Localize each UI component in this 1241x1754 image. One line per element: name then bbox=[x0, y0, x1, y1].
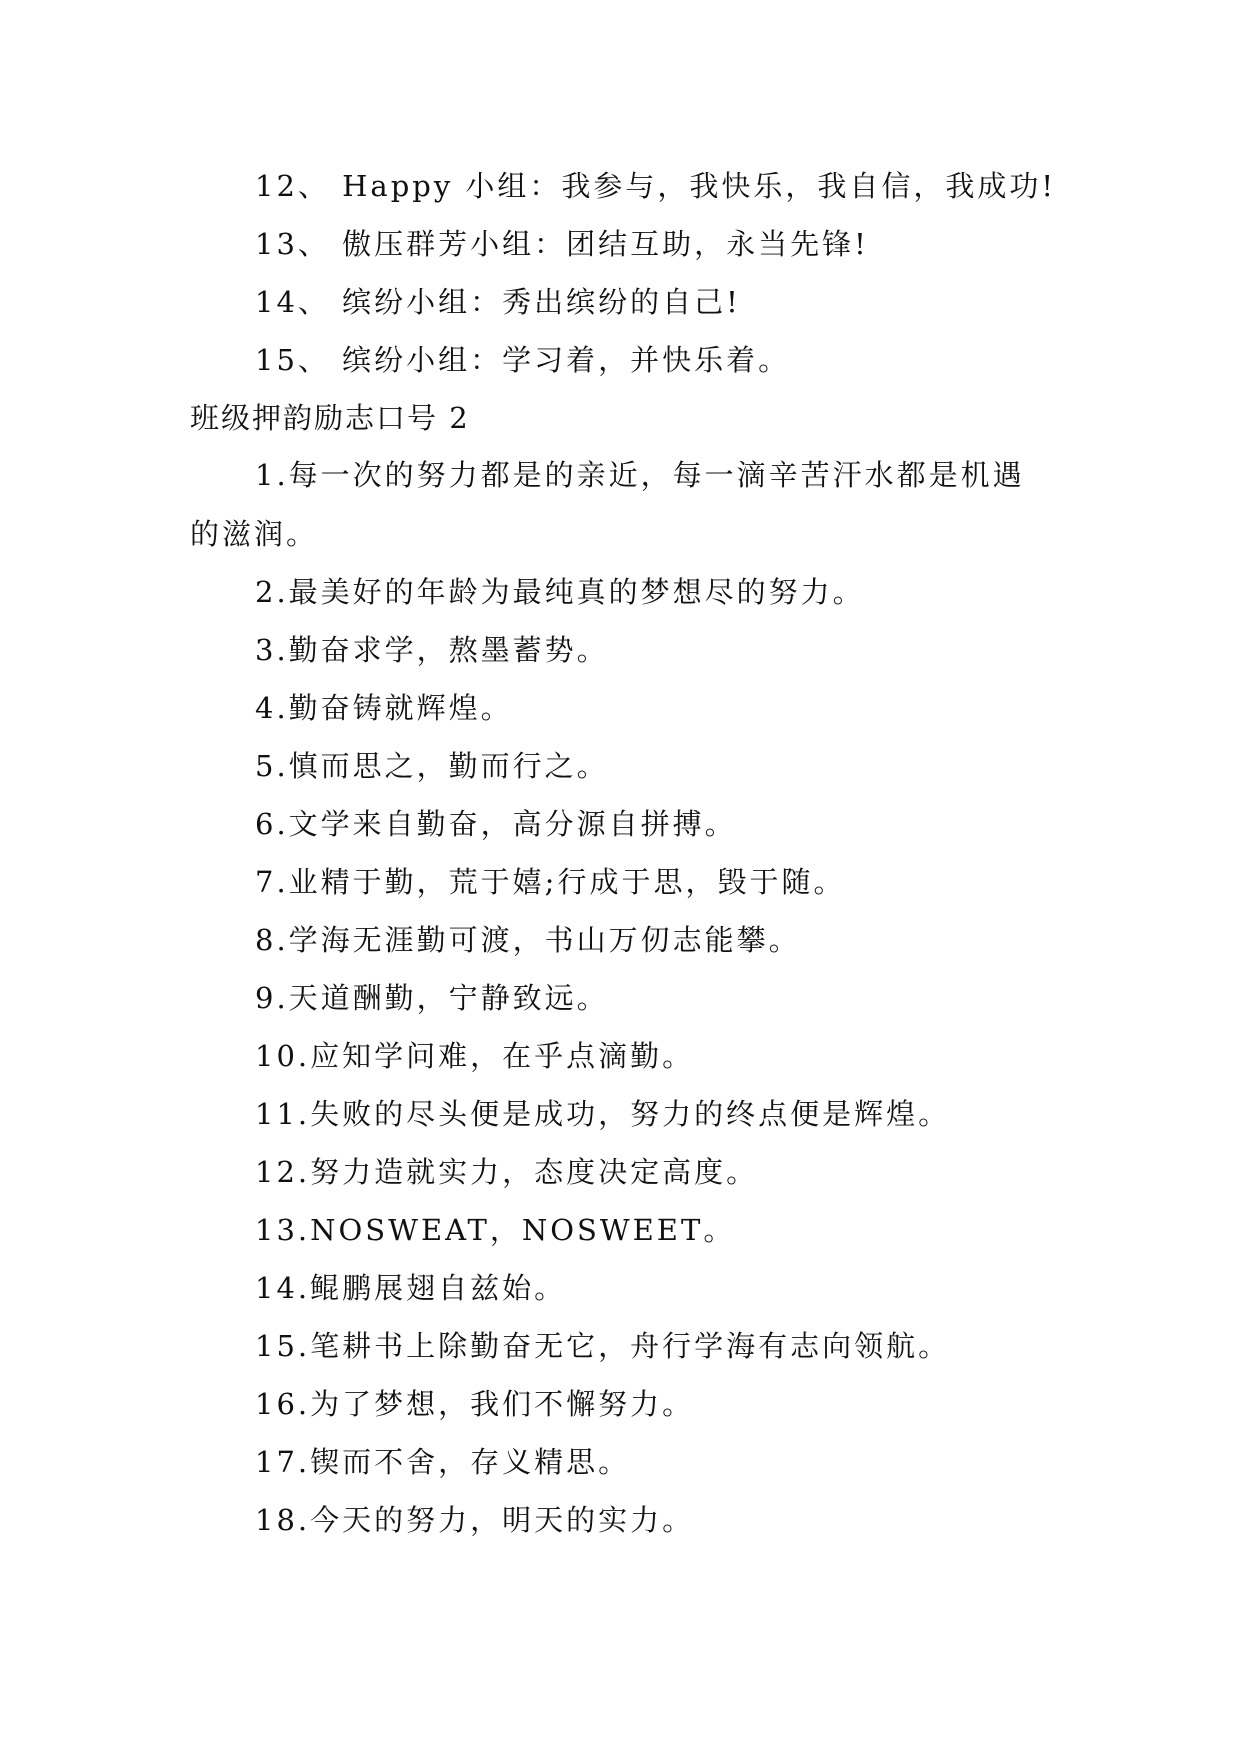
list-item: 4.勤奋铸就辉煌。 bbox=[255, 691, 513, 725]
list-item bbox=[255, 342, 790, 378]
list-item: 7.业精于勤，荒于嬉;行成于思，毁于随。 bbox=[255, 865, 846, 899]
list-item: 5.慎而思之，勤而行之。 bbox=[255, 749, 609, 783]
list-item: 18.今天的努力，明天的实力。 bbox=[255, 1503, 695, 1537]
list-item: 8.学海无涯勤可渡，书山万仞志能攀。 bbox=[255, 923, 801, 957]
item-text: Happy 小组：我参与，我快乐，我自信，我成功! bbox=[329, 169, 1057, 203]
list-item bbox=[255, 226, 869, 262]
list-item: 3.勤奋求学，熬墨蓄势。 bbox=[255, 633, 609, 667]
list-item: 14.鲲鹏展翅自兹始。 bbox=[255, 1271, 567, 1305]
list-item: 12.努力造就实力，态度决定高度。 bbox=[255, 1155, 759, 1189]
item-number: 13、 bbox=[255, 227, 330, 261]
list-item: 9.天道酬勤，宁静致远。 bbox=[255, 981, 609, 1015]
item-number: 15、 bbox=[255, 343, 330, 377]
list-item bbox=[255, 284, 741, 320]
list-item: 2.最美好的年龄为最纯真的梦想尽的努力。 bbox=[255, 575, 865, 609]
section-heading: 班级押韵励志口号 2 bbox=[190, 401, 470, 435]
item-text: 傲压群芳小组：团结互助，永当先锋! bbox=[329, 227, 869, 261]
item-number: 12、 bbox=[255, 169, 330, 203]
list-item: 6.文学来自勤奋，高分源自拼搏。 bbox=[255, 807, 737, 841]
list-item: 15.笔耕书上除勤奋无它，舟行学海有志向领航。 bbox=[255, 1329, 951, 1363]
list-item: 10.应知学问难，在乎点滴勤。 bbox=[255, 1039, 695, 1073]
list-item: 16.为了梦想，我们不懈努力。 bbox=[255, 1387, 695, 1421]
item-text: 缤纷小组：学习着，并快乐着。 bbox=[329, 343, 791, 377]
list-item: 11.失败的尽头便是成功，努力的终点便是辉煌。 bbox=[255, 1097, 951, 1131]
list-item-continuation: 的滋润。 bbox=[190, 517, 319, 551]
item-number: 14、 bbox=[255, 285, 330, 319]
list-item bbox=[255, 168, 1056, 204]
list-item: 13.NOSWEAT，NOSWEET。 bbox=[255, 1213, 736, 1247]
item-text: 缤纷小组：秀出缤纷的自己! bbox=[329, 285, 741, 319]
list-item: 1.每一次的努力都是的亲近，每一滴辛苦汗水都是机遇 bbox=[255, 458, 1025, 492]
list-item: 17.锲而不舍，存义精思。 bbox=[255, 1445, 631, 1479]
